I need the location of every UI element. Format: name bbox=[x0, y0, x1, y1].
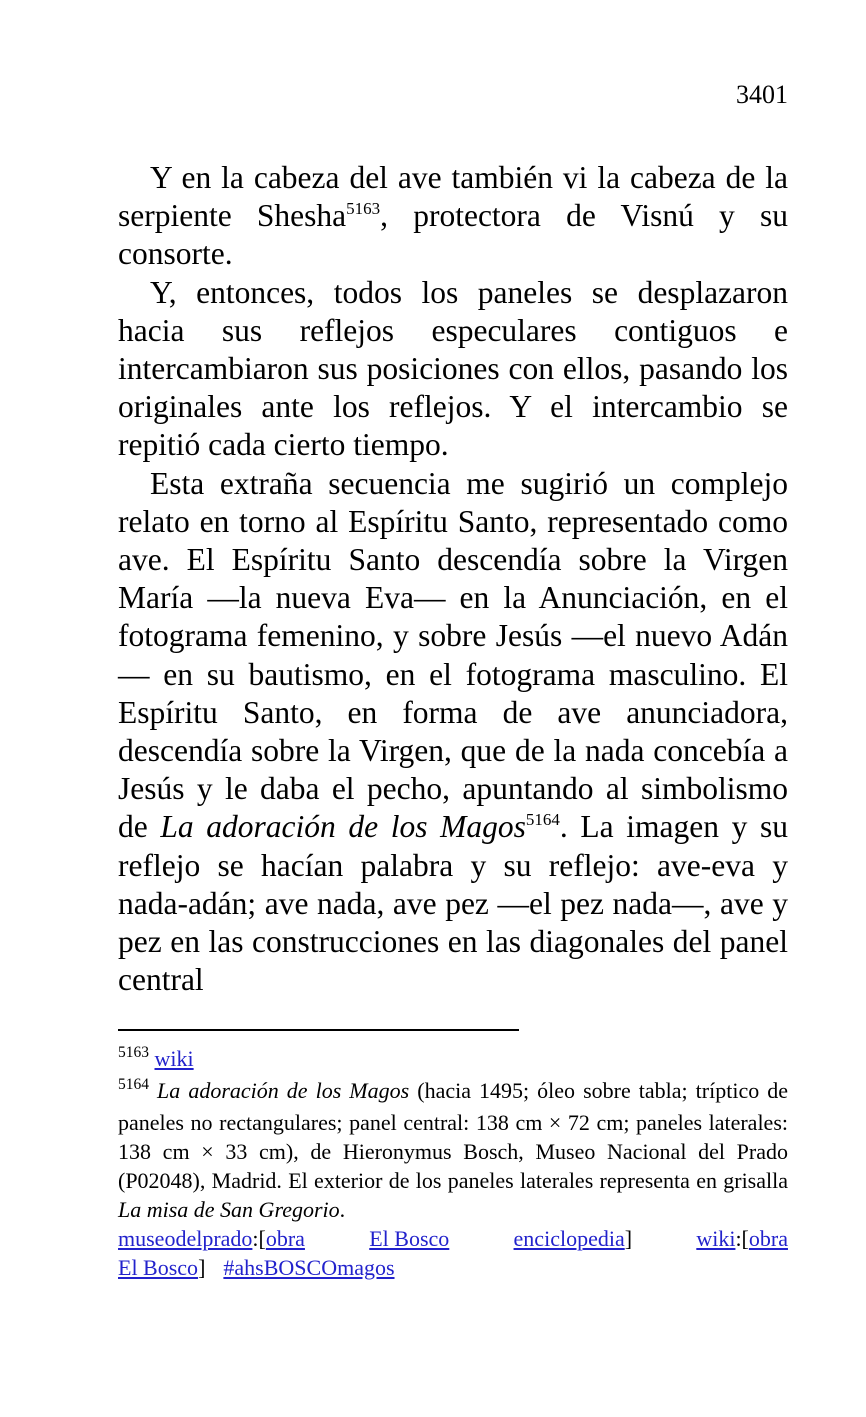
wiki-link[interactable]: wiki bbox=[154, 1046, 194, 1071]
footnote-separator bbox=[118, 1029, 519, 1031]
artwork-title: La adoración de los Magos bbox=[157, 1078, 410, 1103]
obra-link[interactable]: obra bbox=[265, 1226, 305, 1251]
el-bosco-link[interactable]: El Bosco bbox=[369, 1226, 450, 1251]
paragraph-3: Esta extraña secuencia me sugirió un complejo relato en torno al Espíritu Santo, representado como ave. El Espíritu Santo descendía sobre la Virgen María —la nueva Eva— en la Anunciación, en el fotograma femenino, y sobre Jesús —el nuevo Adán— en su bautismo, en el fotograma masculino. El Espíritu Santo, en forma de ave anunciadora, descendía sobre la Virgen, que de la nada concebía a Jesús y le daba el pecho, apuntando al simbolismo de La adoración de los Magos$^{5164}$. La imagen y su reflejo se hacían palabra y su reflejo: ave-eva y nada-adán; ave nada, ave pez —el pez nada—, ave y pez en las construcciones en las diagonales del panel central bbox=[118, 465, 789, 998]
enciclopedia-link[interactable]: enciclopedia bbox=[513, 1226, 625, 1251]
footnote-5164: $^{5164}$ La adoración de los Magos (hacia 1495; óleo sobre tabla; tríptico de paneles no rectangulares; panel central: 138 cm × 72 cm; paneles laterales: 138 cm × 33 cm), de Hieronymus Bosch, Museo Nacional del Prado (P02048), Madrid. El exterior de los paneles laterales representa en grisalla La misa de San Gregorio. bbox=[118, 1076, 789, 1222]
footnote-number: 5164 bbox=[118, 1076, 149, 1093]
wiki-link[interactable]: wiki bbox=[696, 1226, 736, 1251]
body-text bbox=[118, 159, 788, 999]
artwork-title: La adoración de los Magos bbox=[160, 809, 526, 845]
footnote-links-row: museodelprado:[obra El Bosco enciclopedia] wiki:[obra bbox=[118, 1226, 788, 1251]
artwork-title: La misa de San Gregorio bbox=[118, 1197, 340, 1222]
el-bosco-link[interactable]: El Bosco bbox=[118, 1255, 199, 1280]
paragraph-2: Y, entonces, todos los paneles se desplazaron hacia sus reflejos especulares contiguos e intercambiaron sus posiciones con ellos, pasando los originales ante los reflejos. Y el intercambio se repitió cada cierto tiempo. bbox=[118, 274, 788, 463]
footnote-ref-5163[interactable]: 5163 bbox=[346, 199, 381, 219]
footnote-number: 5163 bbox=[118, 1044, 149, 1061]
footnote-5163 bbox=[118, 1044, 788, 1076]
paragraph-1: Y en la cabeza del ave también vi la cabeza de la serpiente Shesha$^{5163}$, protectora de Visnú y su consorte. bbox=[118, 160, 788, 272]
footnotes bbox=[118, 1044, 788, 1282]
page-number: 3401 bbox=[736, 80, 788, 109]
obra-link[interactable]: obra bbox=[748, 1226, 788, 1251]
footnote-links-row-2: El Bosco] #ahsBOSCOmagos bbox=[118, 1255, 395, 1280]
footnote-ref-5164[interactable]: 5164 bbox=[525, 810, 560, 830]
hashtag-link[interactable]: #ahsBOSCOmagos bbox=[223, 1255, 395, 1280]
museodelprado-link[interactable]: museodelprado bbox=[118, 1226, 253, 1251]
